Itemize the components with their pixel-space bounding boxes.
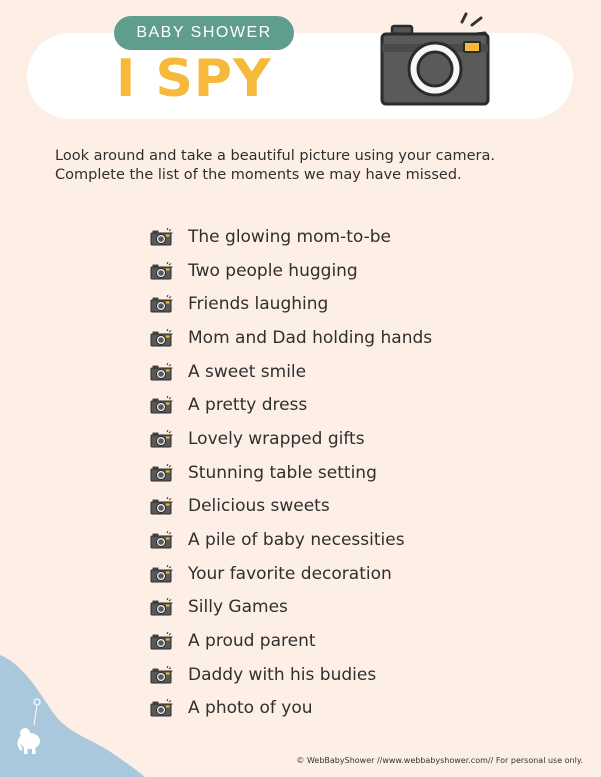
list-item-label: A sweet smile: [188, 361, 307, 382]
camera-icon: [150, 699, 173, 717]
instructions-line-2: Complete the list of the moments we may have missed.: [55, 167, 462, 183]
list-item: [150, 254, 432, 288]
list-item-label: Two people hugging: [188, 260, 358, 281]
camera-icon: [150, 396, 173, 414]
camera-icon: [150, 531, 173, 549]
camera-icon: [150, 632, 173, 650]
list-item-label: Mom and Dad holding hands: [188, 327, 433, 348]
list-item-label: Lovely wrapped gifts: [188, 428, 365, 449]
camera-icon: [378, 12, 492, 108]
camera-icon: [150, 430, 173, 448]
list-item-label: Your favorite decoration: [188, 563, 392, 584]
camera-icon: [150, 497, 173, 515]
list-item: [150, 557, 432, 591]
list-item: [150, 490, 432, 524]
list-item: [150, 287, 432, 321]
camera-icon: [150, 295, 173, 313]
page-title: I SPY: [116, 49, 272, 109]
camera-icon: [150, 565, 173, 583]
list-item: [150, 321, 432, 355]
camera-icon: [150, 329, 173, 347]
list-item: [150, 422, 432, 456]
footer-credit: © WebBabyShower //www.webbabyshower.com// For personal use only.: [296, 756, 583, 765]
camera-icon: [150, 363, 173, 381]
list-item: [150, 591, 432, 625]
list-item-label: The glowing mom-to-be: [188, 226, 391, 247]
list-item: [150, 456, 432, 490]
list-item-label: Friends laughing: [188, 294, 329, 315]
instructions: [55, 147, 555, 185]
list-item-label: A photo of you: [188, 698, 313, 719]
list-item: [150, 220, 432, 254]
list-item: [150, 624, 432, 658]
list-item: [150, 523, 432, 557]
list-item-label: A pretty dress: [188, 395, 308, 416]
list-item-label: A proud parent: [188, 631, 316, 652]
list-item: [150, 692, 432, 726]
instructions-line-1: Look around and take a beautiful picture using your camera.: [55, 148, 495, 164]
camera-icon: [150, 262, 173, 280]
list-item-label: Silly Games: [188, 597, 288, 618]
list-item-label: A pile of baby necessities: [188, 530, 405, 551]
camera-icon: [150, 666, 173, 684]
elephant-balloon-icon: [0, 655, 150, 777]
camera-icon: [150, 464, 173, 482]
list-item-label: Delicious sweets: [188, 496, 330, 517]
list-item: [150, 658, 432, 692]
camera-icon: [150, 228, 173, 246]
checklist: [150, 220, 432, 725]
list-item-label: Daddy with his budies: [188, 664, 377, 685]
baby-shower-badge: BABY SHOWER: [114, 16, 294, 50]
list-item: [150, 388, 432, 422]
list-item-label: Stunning table setting: [188, 462, 377, 483]
list-item: [150, 355, 432, 389]
camera-icon: [150, 598, 173, 616]
